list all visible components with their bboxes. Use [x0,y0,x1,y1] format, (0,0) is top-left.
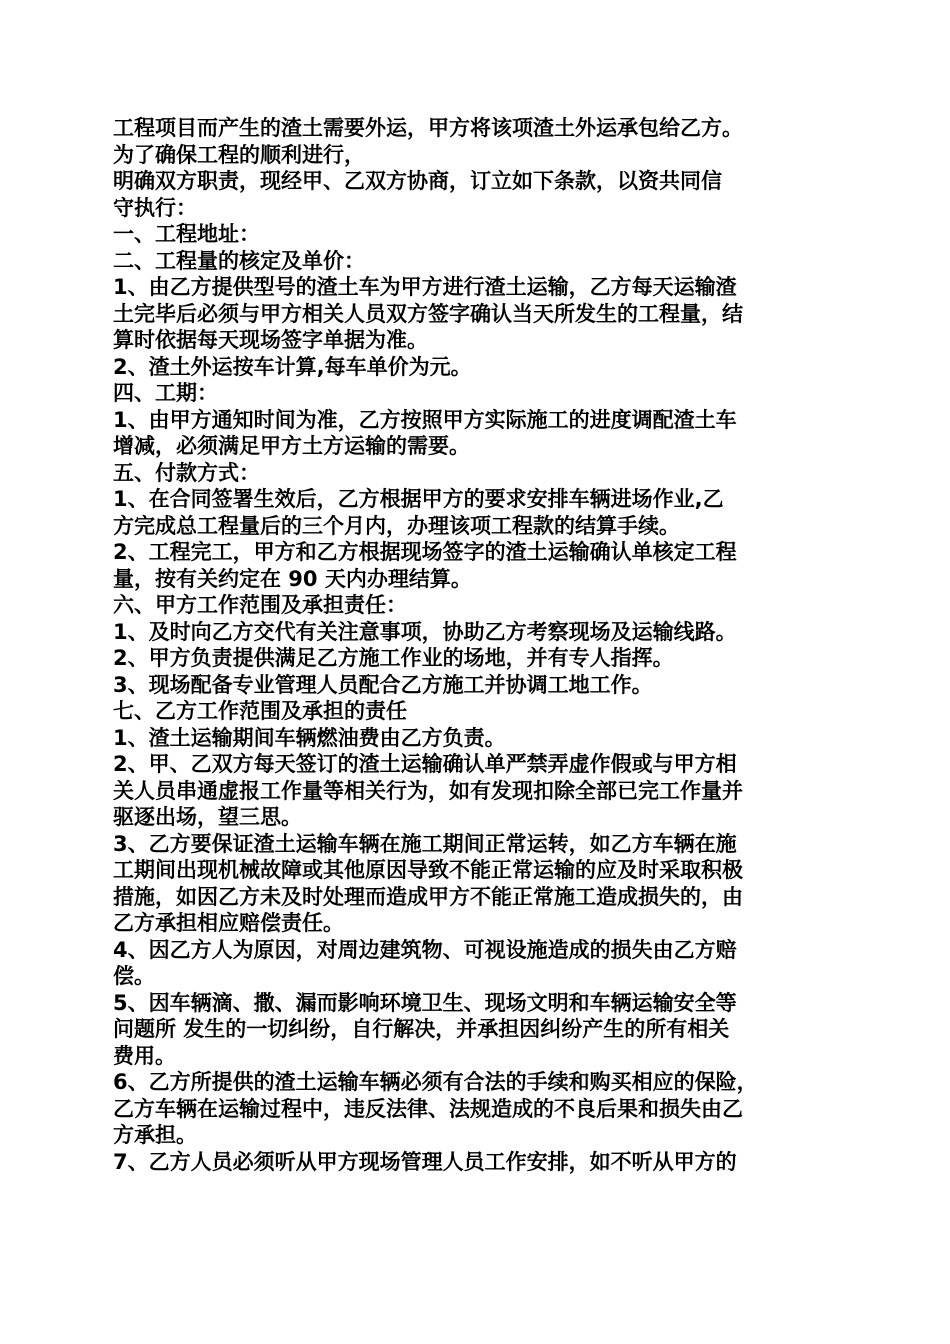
text-line: 2、甲、乙双方每天签订的渣土运输确认单严禁弄虚作假或与甲方相 [113,752,737,776]
text-line: 5、因车辆滴、撒、漏而影响环境卫生、现场文明和车辆运输安全等 [113,990,737,1015]
text-line: 守执行： [113,195,197,220]
section-heading: 六、甲方工作范围及承担责任： [113,593,407,617]
text-line: 3、现场配备专业管理人员配合乙方施工并协调工地工作。 [113,672,653,697]
text-line: 1、渣土运输期间车辆燃油费由乙方负责。 [113,725,506,750]
text-line: 1、由乙方提供型号的渣土车为甲方进行渣土运输，乙方每天运输渣 [113,275,737,299]
text-line: 方承担。 [113,1123,197,1147]
text-line: 3、乙方要保证渣土运输车辆在施工期间正常运转，如乙方车辆在施 [113,831,737,856]
text-line: 明确双方职责，现经甲、乙双方协商，订立如下条款，以资共同信 [113,169,722,193]
section-heading: 五、付款方式： [113,460,260,485]
text-line: 措施，如因乙方未及时处理而造成甲方不能正常施工造成损失的，由 [113,884,743,909]
text-line: 算时依据每天现场签字单据为准。 [113,328,428,352]
section-heading: 一、工程地址： [113,222,260,246]
text-line: 7、乙方人员必须听从甲方现场管理人员工作安排，如不听从甲方的 [113,1149,737,1174]
text-line: 问题所 发生的一切纠纷，自行解决，并承担因纠纷产生的所有相关 [113,1017,730,1041]
text-line: 2、工程完工，甲方和乙方根据现场签字的渣土运输确认单核定工程 [113,540,737,564]
text-line: 乙方车辆在运输过程中，违反法律、法规造成的不良后果和损失由乙 [113,1096,743,1121]
text-line: 偿。 [113,964,155,988]
text-line: 1、及时向乙方交代有关注意事项，协助乙方考察现场及运输线路。 [113,619,737,644]
text-line: 2、甲方负责提供满足乙方施工作业的场地，并有专人指挥。 [113,646,674,670]
text-line: 关人员串通虚报工作量等相关行为，如有发现扣除全部已完工作量并 [113,778,743,803]
text-line: 费用。 [113,1043,176,1068]
section-heading: 七、乙方工作范围及承担的责任 [113,699,407,723]
text-line: 乙方承担相应赔偿责任。 [113,911,344,935]
text-line: 4、因乙方人为原因，对周边建筑物、可视设施造成的损失由乙方赔 [113,937,737,962]
text-line: 1、在合同签署生效后，乙方根据甲方的要求安排车辆进场作业,乙 [113,487,724,511]
text-line: 工程项目而产生的渣土需要外运，甲方将该项渣土外运承包给乙方。 [113,116,743,140]
text-line: 增减，必须满足甲方土方运输的需要。 [113,434,470,458]
text-line: 驱逐出场，望三思。 [113,805,302,829]
section-heading: 二、工程量的核定及单价： [113,248,365,273]
section-heading: 四、工期： [113,381,218,405]
text-line: 量，按有关约定在 90 天内办理结算。 [113,566,472,591]
text-line: 土完毕后必须与甲方相关人员双方签字确认当天所发生的工程量，结 [113,301,743,326]
text-line: 6、乙方所提供的渣土运输车辆必须有合法的手续和购买相应的保险， [113,1070,758,1094]
contract-text-body [113,115,843,1175]
text-line: 工期间出现机械故障或其他原因导致不能正常运输的应及时采取积极 [113,858,743,882]
text-line: 方完成总工程量后的三个月内，办理该项工程款的结算手续。 [113,513,680,538]
text-line: 2、渣土外运按车计算,每车单价为元。 [113,354,472,379]
text-line: 1、由甲方通知时间为准，乙方按照甲方实际施工的进度调配渣土车 [113,407,737,432]
text-line: 为了确保工程的顺利进行， [113,142,365,167]
